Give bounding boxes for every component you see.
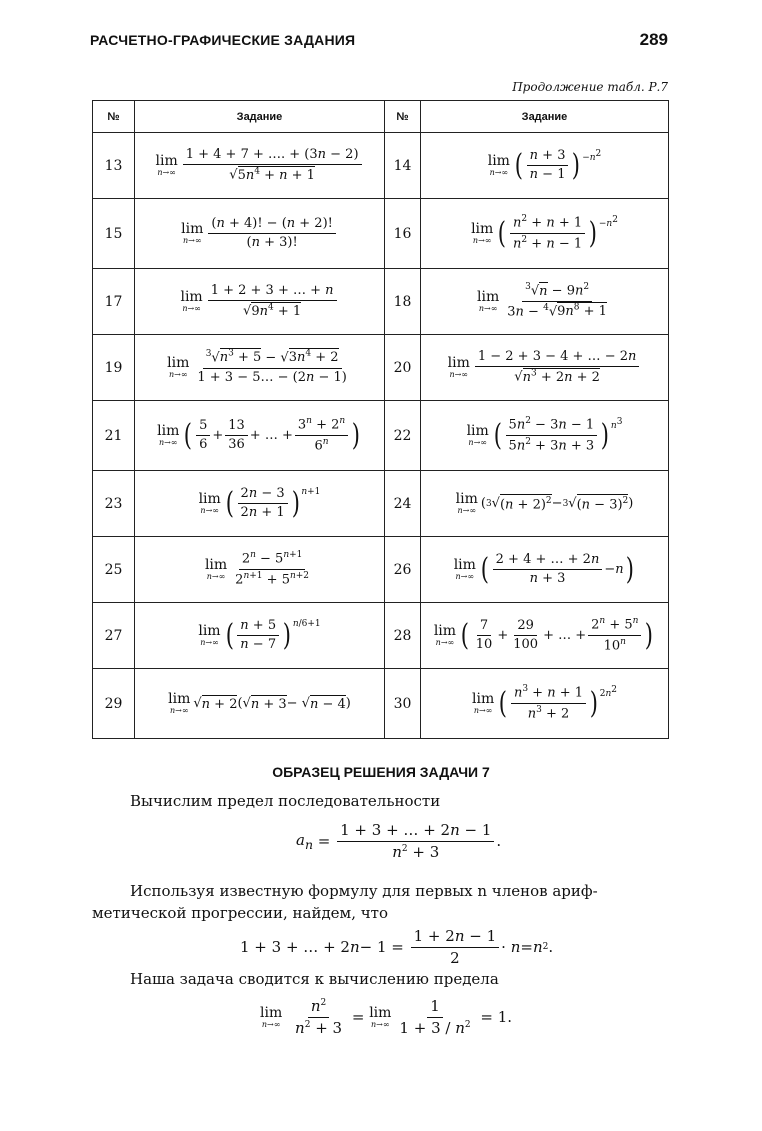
task-expression: lim n→∞ ( $\frac{5n^2 - 3n - 1}{5n^2 + 3n + 3}$ ) $^{n^3}$ (421, 401, 669, 471)
tasks-table (92, 100, 669, 739)
task-expression: lim n→∞ ( $\frac{2 + 4 + \dots + 2n}{n + 3}$ − n ) (421, 537, 669, 603)
final-limit-formula: lim n→∞ $\frac{n^2}{n^2 + 3}$ = lim n→∞ $\frac{1}{1 + 3 / n^2}$ = 1. (260, 997, 513, 1037)
sample-paragraph-1: Вычислим предел последовательности (130, 792, 441, 810)
task-expression: lim n→∞ $\frac{(n + 4)! - (n + 2)!}{(n + 3)!}$ (135, 199, 385, 269)
table-row (93, 133, 669, 199)
table-row (93, 603, 669, 669)
task-number: 28 (385, 603, 421, 669)
table-row (93, 669, 669, 739)
task-expression: lim n→∞ $\frac{1 + 2 + 3 + \dots + n}{√9n^4 + 1}$ (135, 269, 385, 335)
table-row (93, 335, 669, 401)
task-expression: lim n→∞ ( $\frac{7}{10}$ + $\frac{29}{100}$ + … + $\frac{2^n + 5^n}{10^n}$ ) (421, 603, 669, 669)
task-number: 23 (93, 471, 135, 537)
sample-paragraph-3: Наша задача сводится к вычислению предела (130, 970, 499, 988)
col-num-header: № (385, 101, 421, 133)
task-expression: lim n→∞ ( 3 √ $(n + 2)^2$ − 3 √ $(n - 3)^2$ ) (421, 471, 669, 537)
task-number: 26 (385, 537, 421, 603)
table-row (93, 269, 669, 335)
task-number: 30 (385, 669, 421, 739)
task-expression: lim n→∞ ( $\frac{n^2 + n + 1}{n^2 + n - 1}$ ) $^{-n^2}$ (421, 199, 669, 269)
task-number: 21 (93, 401, 135, 471)
task-number: 24 (385, 471, 421, 537)
task-expression: lim n→∞ $\frac{^3√n - 9n^2}{3n - ^4√9n^8 + 1}$ (421, 269, 669, 335)
task-expression: lim n→∞ $\frac{1 + 4 + 7 + \dots. + (3n - 2)}{√5n^4 + n + 1}$ (135, 133, 385, 199)
sample-paragraph-2-line-1: Используя известную формулу для первых n членов ариф- (130, 882, 598, 900)
task-number: 13 (93, 133, 135, 199)
task-expression: lim n→∞ ( $\frac{n + 3}{n - 1}$ ) $^{-n^2}$ (421, 133, 669, 199)
task-expression: lim n→∞ ( $\frac{n + 5}{n - 7}$ ) $^{n /6+1}$ (135, 603, 385, 669)
task-number: 16 (385, 199, 421, 269)
table-header-row (93, 101, 669, 133)
table-row (93, 401, 669, 471)
task-number: 22 (385, 401, 421, 471)
table-row (93, 471, 669, 537)
running-title: РАСЧЕТНО-ГРАФИЧЕСКИЕ ЗАДАНИЯ (90, 32, 356, 48)
sequence-formula: $a_n$ = $\frac{1 + 3 + \dots + 2n - 1}{n^2 + 3}$ . (296, 821, 502, 861)
table-continuation-note: Продолжение табл. Р.7 (512, 80, 668, 94)
task-expression: lim n→∞ $\frac{2^n - 5^{n+1}}{2^{n+1} + 5^{n+2}}$ (135, 537, 385, 603)
task-number: 18 (385, 269, 421, 335)
task-expression: lim n→∞ √ n + 2 (√ n + 3 − √ n − 4 ) (135, 669, 385, 739)
page-header (90, 30, 668, 52)
table-row (93, 199, 669, 269)
col-task-header: Задание (421, 101, 669, 133)
task-number: 17 (93, 269, 135, 335)
task-expression: lim n→∞ $\frac{1 - 2 + 3 - 4 + \dots - 2n}{√n^3 + 2n + 2}$ (421, 335, 669, 401)
col-num-header: № (93, 101, 135, 133)
sample-paragraph-2-line-2: метической прогрессии, найдем, что (92, 904, 389, 922)
task-number: 19 (93, 335, 135, 401)
task-number: 25 (93, 537, 135, 603)
task-expression: lim n→∞ ( $\frac{n^3 + n + 1}{n^3 + 2}$ ) $^{2n^2}$ (421, 669, 669, 739)
task-number: 29 (93, 669, 135, 739)
progression-sum-formula: 1 + 3 + … + 2 n − 1 = $\frac{1 + 2n - 1}{2}$ · n = n 2 . (240, 927, 554, 967)
task-expression: lim n→∞ ( $\frac{5}{6}$ + $\frac{13}{36}$ + … + $\frac{3^n + 2^n}{6^n}$ ) (135, 401, 385, 471)
task-number: 15 (93, 199, 135, 269)
task-number: 20 (385, 335, 421, 401)
page-number: 289 (639, 30, 668, 49)
task-number: 27 (93, 603, 135, 669)
task-number: 14 (385, 133, 421, 199)
sample-solution-title: ОБРАЗЕЦ РЕШЕНИЯ ЗАДАЧИ 7 (272, 764, 490, 780)
col-task-header: Задание (135, 101, 385, 133)
task-expression: lim n→∞ ( $\frac{2n - 3}{2n + 1}$ ) $^{n +1}$ (135, 471, 385, 537)
table-row (93, 537, 669, 603)
task-expression: lim n→∞ $\frac{^3√n^3 + 5 - √3n^4 + 2}{1 + 3 - 5\dots - (2n - 1)}$ (135, 335, 385, 401)
